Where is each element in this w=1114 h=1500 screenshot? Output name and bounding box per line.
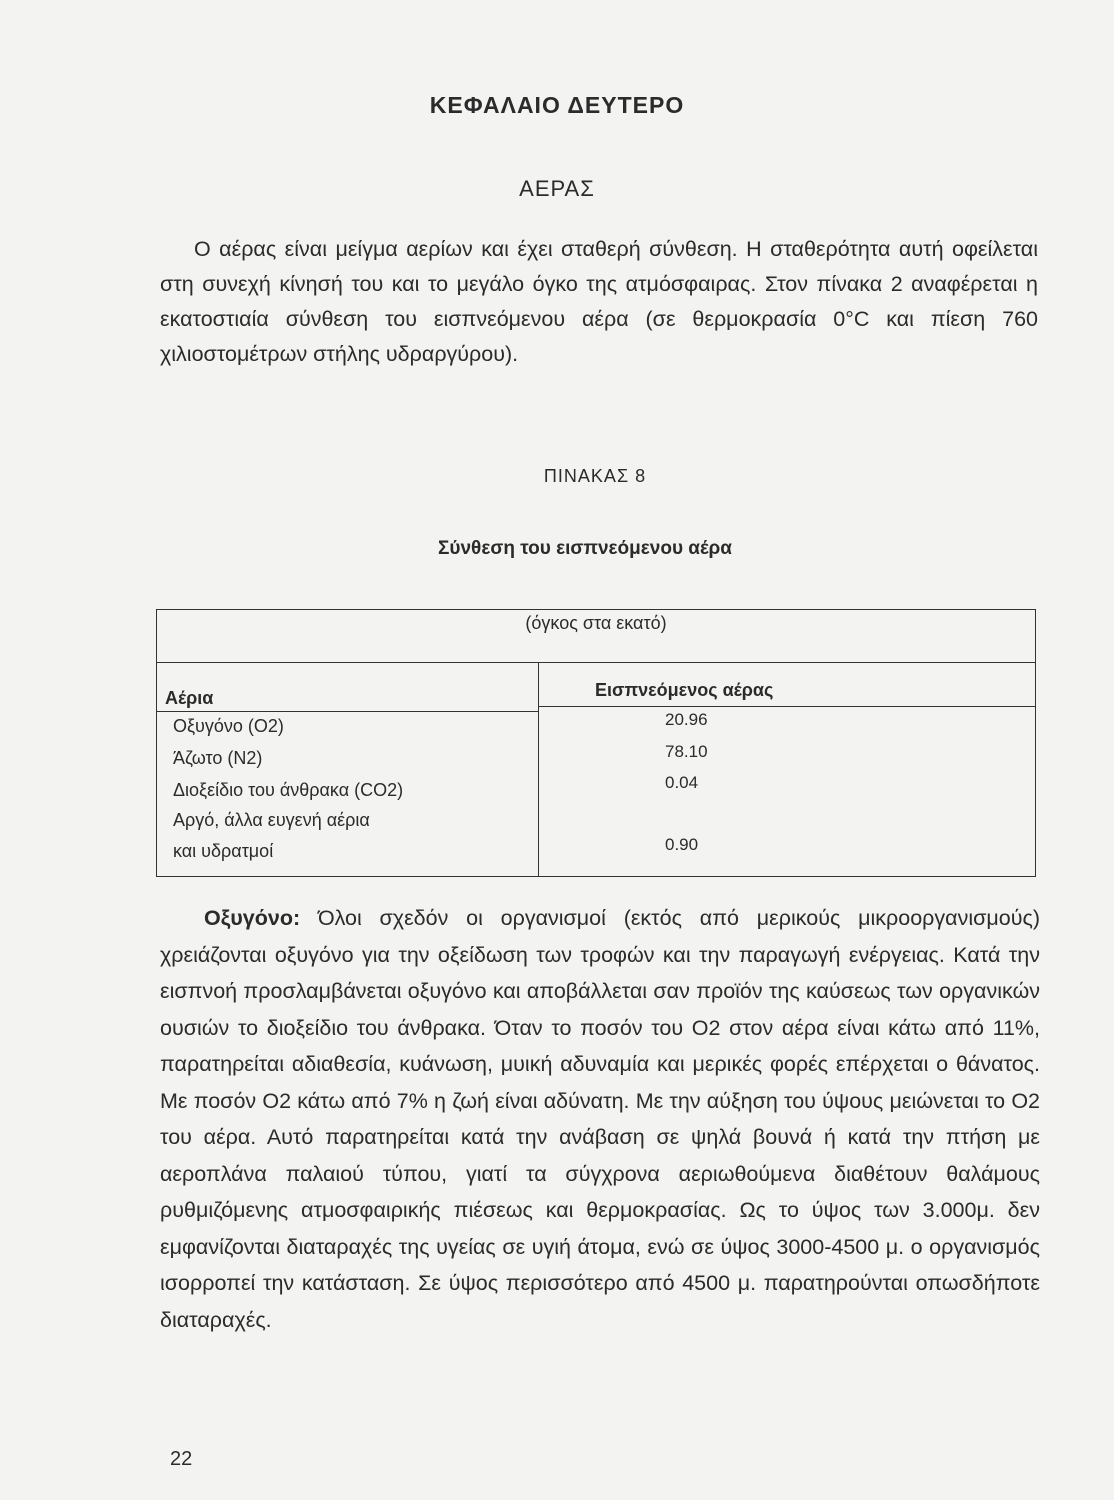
oxygen-paragraph-lead: Οξυγόνο:: [204, 906, 301, 930]
table-row-gas: Αργό, άλλα ευγενή αέρια: [173, 810, 370, 830]
table-units: (όγκος στα εκατό): [157, 610, 1035, 663]
header-rule-left: [157, 711, 538, 712]
table-caption: Σύνθεση του εισπνεόμενου αέρα: [438, 538, 732, 559]
table-row-gas: Οξυγόνο (O2): [173, 716, 284, 736]
table-row-value: 0.04: [665, 773, 699, 792]
column-header-inhaled-air: Εισπνεόμενος αέρας: [595, 680, 774, 700]
page-number: 22: [170, 1448, 193, 1470]
oxygen-paragraph: [160, 900, 1040, 1338]
intro-paragraph: Ο αέρας είναι μείγμα αερίων και έχει σταθερή σύνθεση. Η σταθερότητα αυτή οφείλεται στη συνεχή κίνησή του και το μεγάλο όγκο της ατμόσφαιρας. Στον πίνακα 2 αναφέρεται η εκατοστιαία σύνθεση του εισπνεόμενου αέρα (σε θερμοκρασία 0°C και πίεση 760 χιλιοστομέτρων στήλης υδραργύρου).: [160, 237, 1038, 366]
table-row-value: 20.96: [665, 710, 708, 729]
oxygen-paragraph-text: Όλοι σχεδόν οι οργανισμοί (εκτός από μερικούς μικροοργανισμούς) χρειάζονται οξυγόνο για την οξείδωση των τροφών και την παραγωγή ενέργειας. Κατά την εισπνοή προσλαμβάνεται οξυγόνο και αποβάλλεται σαν προϊόν της καύσεως των οργανικών ουσιών το διοξείδιο του άνθρακα. Όταν το ποσόν του O2 στον αέρα είναι κάτω από 11%, παρατηρείται αδιαθεσία, κυάνωση, μυική αδυναμία και μερικές φορές επέρχεται ο θάνατος. Με ποσόν O2 κάτω από 7% η ζωή είναι αδύνατη. Με την αύξηση του ύψους μειώνεται το O2 του αέρα. Αυτό παρατηρείται κατά την ανάβαση σε ψηλά βουνά ή κατά την πτήση με αεροπλάνα παλαιού τύπου, γιατί τα σύγχρονα αεριωθούμενα διαθέτουν θαλάμους ρυθμιζόμενης ατμοσφαιρικής πιέσεως και θερμοκρασίας. Ως το ύψος των 3.000μ. δεν εμφανίζονται διαταραχές της υγείας σε υγιή άτομα, ενώ σε ύψος 3000-4500 μ. ο οργανισμός ισορροπεί την κατάσταση. Σε ύψος περισσότερο από 4500 μ. παρατηρούνται οπωσδήποτε διαταραχές.: [160, 906, 1040, 1332]
table-row-gas: Διοξείδιο του άνθρακα (CO2): [173, 780, 404, 800]
column-divider: [538, 662, 539, 876]
section-title: ΑΕΡΑΣ: [519, 176, 595, 201]
header-rule-right: [538, 706, 1035, 707]
composition-table: [156, 609, 1036, 877]
table-row-value: 0.90: [665, 835, 699, 854]
table-row-value: 78.10: [665, 742, 708, 761]
column-header-gas: Αέρια: [165, 688, 214, 708]
table-row-gas: και υδρατμοί: [173, 841, 274, 861]
table-number: ΠΙΝΑΚΑΣ 8: [543, 466, 647, 486]
chapter-title: ΚΕΦΑΛΑΙΟ ΔΕΥΤΕΡΟ: [429, 92, 685, 118]
table-row-gas: Άζωτο (N2): [173, 748, 263, 768]
